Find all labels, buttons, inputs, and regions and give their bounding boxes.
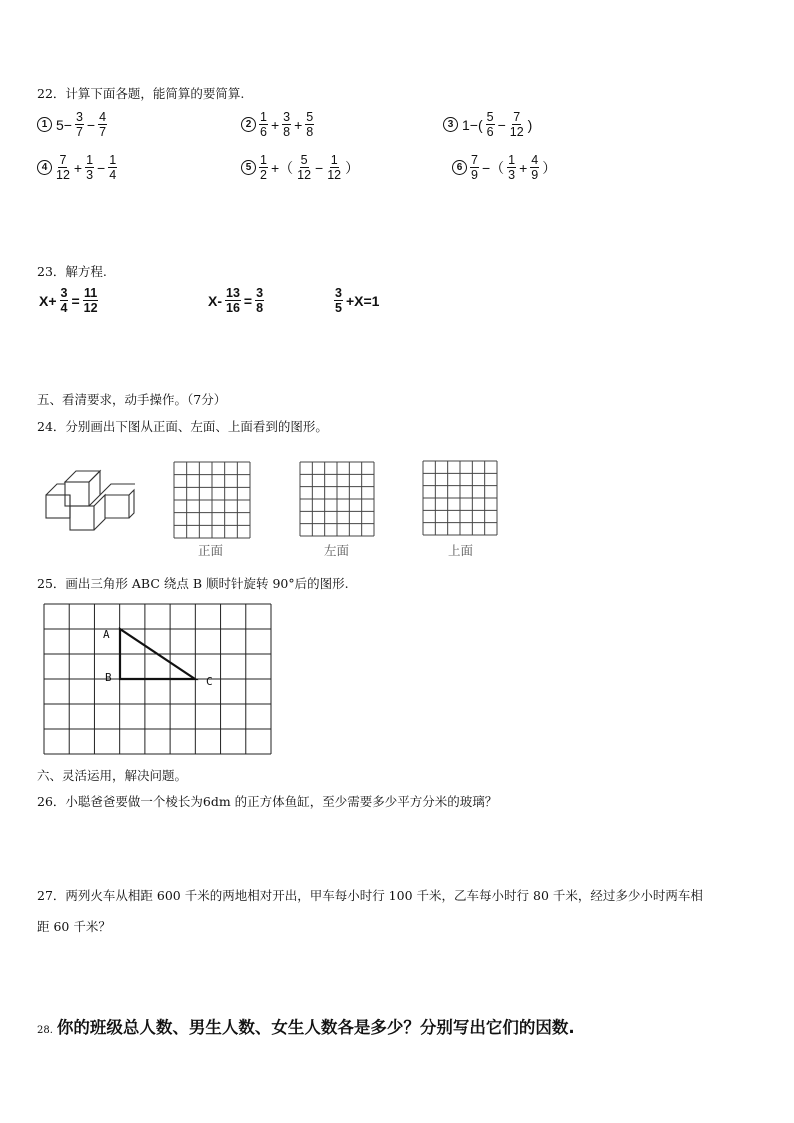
fraction xyxy=(282,110,291,139)
fraction xyxy=(259,110,268,139)
left-view-grid[interactable] xyxy=(299,461,375,537)
fraction xyxy=(305,110,314,139)
point-b-label: B xyxy=(105,671,112,684)
numerator: 4 xyxy=(531,153,539,167)
q24-title: 24．分别画出下图从正面、左面、上面看到的图形。 xyxy=(37,419,328,434)
denominator: 8 xyxy=(256,301,264,315)
item-number-badge: 6 xyxy=(452,160,467,175)
operator-text: 1−( xyxy=(462,116,483,133)
operator-text: − xyxy=(315,159,324,176)
operator-text: = xyxy=(243,292,253,309)
operator-text: + xyxy=(270,116,280,133)
fraction xyxy=(108,153,117,182)
fraction xyxy=(60,286,69,315)
numerator: 1 xyxy=(260,110,267,124)
fraction xyxy=(486,110,495,139)
denominator: 5 xyxy=(335,301,342,315)
denominator: 9 xyxy=(471,168,478,182)
numerator: 4 xyxy=(99,110,107,124)
operator-text: X+ xyxy=(39,292,57,309)
operator-text: +（ xyxy=(270,159,294,176)
q23-eq-1 xyxy=(37,286,100,315)
operator-text: + xyxy=(294,116,303,133)
denominator: 6 xyxy=(260,125,267,139)
denominator: 2 xyxy=(260,168,267,182)
numerator: 1 xyxy=(260,153,267,167)
denominator: 7 xyxy=(75,125,83,139)
q25-title: 25．画出三角形 ABC 绕点 B 顺时针旋转 90°后的图形. xyxy=(37,576,349,591)
rotation-grid[interactable] xyxy=(43,603,273,758)
numerator: 7 xyxy=(59,153,67,167)
fraction xyxy=(470,153,479,182)
section-6-heading: 六、灵活运用，解决问题。 xyxy=(37,768,188,783)
numerator: 11 xyxy=(84,286,98,300)
denominator: 12 xyxy=(56,168,70,182)
numerator: 3 xyxy=(335,286,342,300)
denominator: 3 xyxy=(86,168,94,182)
front-view-label: 正面 xyxy=(198,543,224,558)
q27-line-1: 27．两列火车从相距 600 千米的两地相对开出，甲车每小时行 100 千米，乙车每小时行 80 千米，经过多少小时两车相 xyxy=(37,888,703,903)
operator-text: 5− xyxy=(56,116,72,133)
fraction xyxy=(98,110,107,139)
numerator: 1 xyxy=(508,153,516,167)
fraction xyxy=(509,110,525,139)
fraction xyxy=(530,153,539,182)
q22-title: 22．计算下面各题，能简算的要简算. xyxy=(37,86,245,101)
operator-text: ) xyxy=(527,116,533,133)
q23-title: 23．解方程. xyxy=(37,264,107,279)
numerator: 3 xyxy=(60,286,68,300)
fraction xyxy=(259,153,268,182)
denominator: 12 xyxy=(83,301,98,315)
operator-text: ） xyxy=(542,159,557,176)
numerator: 3 xyxy=(283,110,291,124)
item-number-badge: 3 xyxy=(443,117,458,132)
operator-text: − xyxy=(86,116,96,133)
operator-text: − xyxy=(97,159,106,176)
q28-number: 28. xyxy=(37,1025,53,1036)
denominator: 9 xyxy=(531,168,539,182)
q22-item-5 xyxy=(241,153,361,182)
item-number-badge: 2 xyxy=(241,117,256,132)
q22-item-3 xyxy=(443,110,534,139)
denominator: 8 xyxy=(283,125,291,139)
operator-text: − xyxy=(497,116,506,133)
point-a-label: A xyxy=(103,628,110,641)
numerator: 1 xyxy=(86,153,94,167)
top-view-label: 上面 xyxy=(448,543,474,558)
q28-text: 你的班级总人数、男生人数、女生人数各是多少？分别写出它们的因数. xyxy=(56,1018,575,1037)
operator-text: + xyxy=(73,159,83,176)
q22-item-4 xyxy=(37,153,118,182)
fraction xyxy=(85,153,94,182)
denominator: 8 xyxy=(306,125,314,139)
q26-text: 26．小聪爸爸要做一个棱长为6dm 的正方体鱼缸，至少需要多少平方分米的玻璃？ xyxy=(37,794,498,809)
q23-eq-3 xyxy=(333,286,381,315)
item-number-badge: 4 xyxy=(37,160,52,175)
fraction xyxy=(75,110,84,139)
numerator: 3 xyxy=(75,110,83,124)
numerator: 3 xyxy=(256,286,264,300)
fraction xyxy=(326,153,342,182)
q22-item-6 xyxy=(452,153,558,182)
fraction xyxy=(225,286,241,315)
item-number-badge: 1 xyxy=(37,117,52,132)
point-c-label: C xyxy=(206,675,213,688)
denominator: 7 xyxy=(99,125,107,139)
fraction xyxy=(83,286,99,315)
q27-line-2: 距 60 千米？ xyxy=(37,919,111,934)
denominator: 12 xyxy=(327,168,342,182)
item-number-badge: 5 xyxy=(241,160,256,175)
operator-text: = xyxy=(71,292,80,309)
fraction xyxy=(255,286,264,315)
numerator: 1 xyxy=(109,153,117,167)
denominator: 12 xyxy=(509,125,524,139)
operator-text: ） xyxy=(345,159,360,176)
front-view-grid[interactable] xyxy=(173,461,251,539)
operator-text: X- xyxy=(208,292,222,309)
denominator: 4 xyxy=(60,301,68,315)
numerator: 7 xyxy=(513,110,521,124)
denominator: 12 xyxy=(297,168,312,182)
fraction xyxy=(334,286,343,315)
operator-text: −（ xyxy=(481,159,505,176)
operator-text: + xyxy=(519,159,528,176)
denominator: 3 xyxy=(508,168,516,182)
denominator: 4 xyxy=(109,168,117,182)
numerator: 5 xyxy=(300,153,308,167)
q23-eq-2 xyxy=(206,286,265,315)
q22-item-1 xyxy=(37,110,108,139)
fraction xyxy=(507,153,516,182)
left-view-label: 左面 xyxy=(324,543,350,558)
section-5-heading: 五、看清要求，动手操作。（7分） xyxy=(37,392,227,407)
denominator: 16 xyxy=(226,301,240,315)
q28 xyxy=(37,1014,575,1038)
numerator: 7 xyxy=(471,153,478,167)
denominator: 6 xyxy=(486,125,494,139)
top-view-grid[interactable] xyxy=(422,460,498,536)
numerator: 5 xyxy=(486,110,494,124)
fraction xyxy=(55,153,71,182)
numerator: 5 xyxy=(306,110,314,124)
fraction xyxy=(296,153,312,182)
numerator: 13 xyxy=(226,286,240,300)
cube-stack-figure xyxy=(40,468,135,536)
operator-text: +X=1 xyxy=(345,292,380,309)
numerator: 1 xyxy=(330,153,338,167)
q22-item-2 xyxy=(241,110,315,139)
